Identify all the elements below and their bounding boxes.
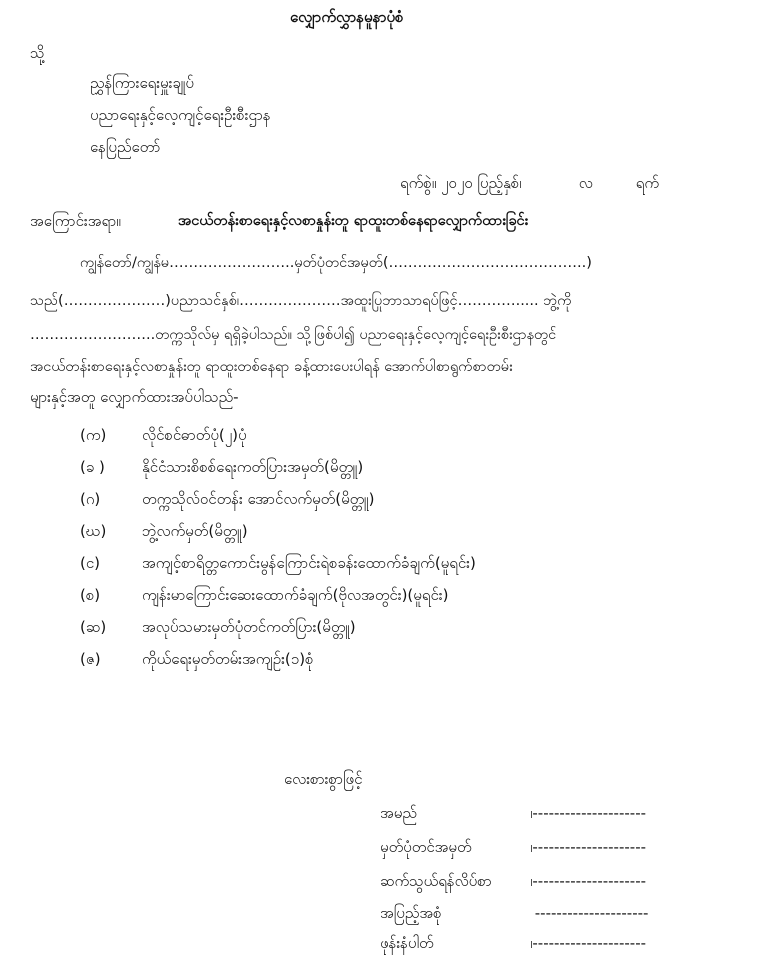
list-text: ကိုယ်ရေးမှတ်တမ်းအကျဉ်း(၁)စုံ bbox=[142, 650, 314, 668]
recipient-city: နေပြည်တော် bbox=[90, 138, 161, 156]
list-marker: (က) bbox=[80, 426, 107, 444]
list-item bbox=[80, 424, 247, 446]
phone-blank: ၊--------------------- bbox=[530, 934, 647, 952]
list-marker: (ဂ) bbox=[80, 490, 101, 508]
body-line-1: ကျွန်တော်/ကျွန်မ……………………..မှတ်ပုံတင်အမှတ်(…………………………………..) bbox=[80, 255, 592, 271]
body-line-2: သည်(…………………)ပညာသင်နှစ်၊…………………အထူးပြုဘာသာရပ်ဖြင့်…………..... ဘွဲ့ကို bbox=[30, 293, 572, 309]
subject-label: အကြောင်းအရာ။ bbox=[30, 212, 121, 230]
list-marker: (ဇ) bbox=[80, 650, 101, 668]
list-text: တက္ကသိုလ်ဝင်တန်း အောင်လက်မှတ်(မိတ္တူ) bbox=[142, 490, 375, 508]
body-line-5: များနှင့်အတူ လျှောက်ထားအပ်ပါသည်- bbox=[30, 388, 239, 406]
list-marker: (ဃ) bbox=[80, 522, 107, 540]
list-marker: (ခ ) bbox=[80, 458, 105, 476]
list-item bbox=[80, 616, 356, 638]
list-item bbox=[80, 488, 374, 510]
list-text: ကျန်းမာကြောင်းဆေးထောက်ခံချက်(ဗိုလအတွင်း)(မူရင်း) bbox=[142, 586, 449, 604]
list-item bbox=[80, 520, 248, 542]
date-line: ရက်စွဲ။ ၂၀၂၀ ပြည့်နှစ်၊ လ ရက် bbox=[400, 174, 660, 192]
list-marker: (စ) bbox=[80, 586, 101, 604]
full-address-label: အပြည့်အစုံ bbox=[380, 904, 442, 922]
name-label: အမည် bbox=[380, 804, 417, 822]
recipient-title: ညွှန်ကြားရေးမှူးချုပ် bbox=[90, 74, 194, 92]
list-marker: (င) bbox=[80, 554, 101, 572]
list-text: လိုင်စင်ဓာတ်ပုံ(၂)ပုံ bbox=[142, 426, 247, 444]
list-text: ဘွဲ့လက်မှတ်(မိတ္တူ) bbox=[142, 522, 248, 540]
list-item bbox=[80, 584, 448, 606]
list-item bbox=[80, 456, 363, 478]
list-text: အလုပ်သမားမှတ်ပုံတင်ကတ်ပြား(မိတ္တူ) bbox=[142, 618, 356, 636]
nrc-label: မှတ်ပုံတင်အမှတ် bbox=[380, 838, 472, 856]
name-blank: ၊--------------------- bbox=[530, 804, 647, 822]
address-blank: ၊--------------------- bbox=[530, 872, 647, 890]
phone-label: ဖုန်းနံပါတ် bbox=[380, 934, 434, 952]
full-address-blank: --------------------- bbox=[530, 904, 649, 922]
list-item bbox=[80, 552, 476, 574]
body-line-4: အငယ်တန်းစာရေးနှင့်လစာနှုန်းတူ ရာထူးတစ်နေရာ ခန့်ထားပေးပါရန် အောက်ပါစာရွက်စာတမ်း bbox=[30, 359, 513, 375]
document-title: လျှောက်လွှာနမူနာပုံစံ bbox=[290, 8, 404, 26]
signature-heading: လေးစားစွာဖြင့် bbox=[284, 770, 363, 788]
recipient-department: ပညာရေးနှင့်လေ့ကျင့်ရေးဦးစီးဌာန bbox=[90, 106, 271, 124]
to-label: သို့ bbox=[30, 44, 45, 62]
list-marker: (ဆ) bbox=[80, 618, 107, 636]
subject-text: အငယ်တန်းစာရေးနှင့်လစာနှုန်းတူ ရာထူးတစ်နေရာလျှောက်ထားခြင်း bbox=[178, 213, 529, 229]
nrc-blank: ၊--------------------- bbox=[530, 838, 647, 856]
list-text: အကျင့်စာရိတ္တကောင်းမွန်ကြောင်းရဲစခန်းထောက်ခံချက်(မူရင်း) bbox=[142, 554, 476, 572]
list-item bbox=[80, 648, 314, 670]
body-line-3: ……………………..တက္ကသိုလ်မှ ရရှိခဲ့ပါသည်။ သို့ဖြစ်ပါ၍ ပညာရေးနှင့်လေ့ကျင့်ရေးဦးစီးဌာနတွင် bbox=[30, 327, 557, 343]
list-text: နိုင်ငံသားစိစစ်ရေးကတ်ပြားအမှတ်(မိတ္တူ) bbox=[142, 458, 364, 476]
address-label: ဆက်သွယ်ရန်လိပ်စာ bbox=[380, 872, 492, 890]
